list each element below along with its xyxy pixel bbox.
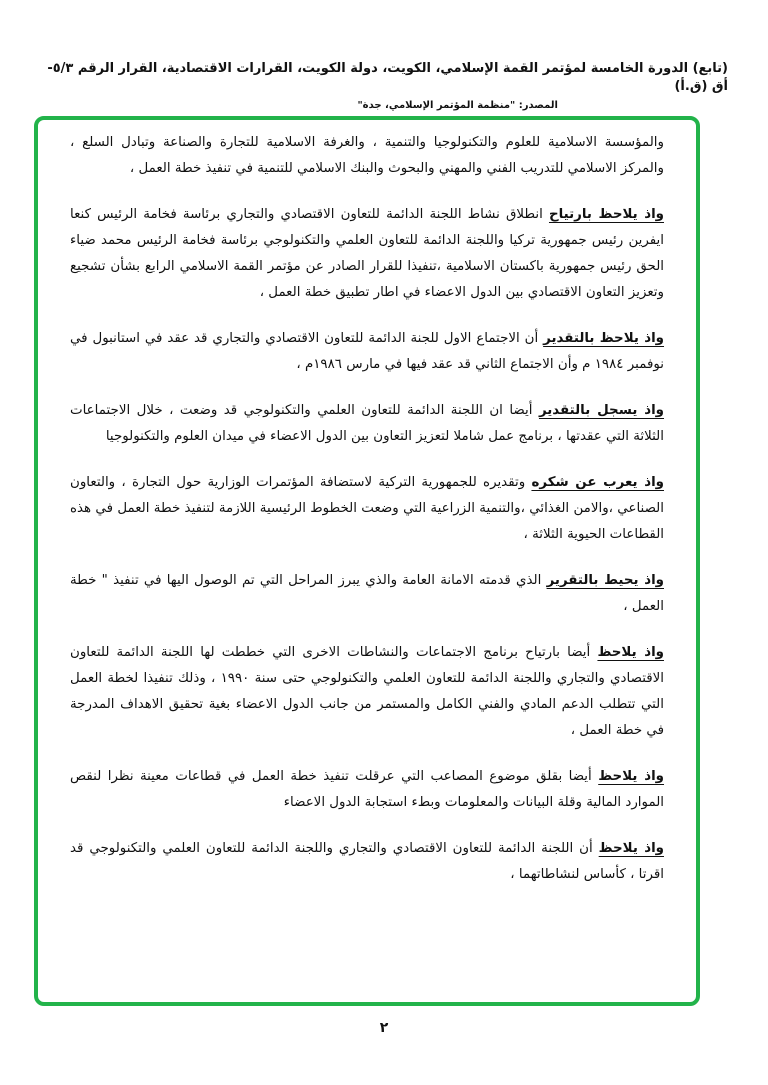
paragraph-lead: واذ يلاحظ بارتياح [548, 207, 664, 222]
paragraph [70, 326, 664, 378]
paragraph-lead: واذ يلاحظ [598, 769, 665, 784]
paragraph [70, 202, 664, 306]
paragraph-text: والمؤسسة الاسلامية للعلوم والتكنولوجيا والتنمية ، والغرفة الاسلامية للتجارة والصناعة وتبادل السلع ، والمركز الاسلامي للتدريب الفني والمهني والبحوث والبنك الاسلامي للتنمية في تنفيذ خطة العمل ، [70, 135, 664, 176]
paragraph-text: وتقديره للجمهورية التركية لاستضافة المؤتمرات الوزارية حول التجارة ، والتعاون الصناعي ،والامن الغذائي ،والتنمية الزراعية التي وضعت الخطوط الرئيسية اللازمة لتنفيذ خطة العمل في هذه القطاعات الحيوية الثلاثة ، [70, 475, 664, 542]
paragraph-lead: واذ يلاحظ بالتقدير [543, 331, 665, 346]
content-frame [34, 116, 700, 1006]
paragraph-lead: واذ يلاحظ [597, 645, 664, 660]
document-header [40, 60, 728, 114]
paragraph [70, 764, 664, 816]
paragraph-text: الذي قدمته الامانة العامة والذي يبرز المراحل التي تم الوصول اليها في تنفيذ " خطة العمل ، [70, 573, 664, 614]
page-number: ٢ [379, 1020, 389, 1036]
paragraph-text: أيضا ان اللجنة الدائمة للتعاون العلمي والتكنولوجي قد وضعت ، خلال الاجتماعات الثلاثة التي عقدتها ، برنامج عمل شاملا لتعزيز التعاون بين الدول الاعضاء في ميدان العلوم والتكنولوجيا [70, 403, 664, 444]
document-title: (تابع) الدورة الخامسة لمؤتمر القمة الإسلامي، الكويت، دولة الكويت، القرارات الاقتصادية، القرار الرقم ٥/٣-أق (ق.أ) [47, 61, 728, 94]
paragraph-text: أن الاجتماع الاول للجنة الدائمة للتعاون الاقتصادي والتجاري قد عقد في استانبول في نوفمبر ١٩٨٤ م وأن الاجتماع الثاني قد عقد فيها في مارس ١٩٨٦م ، [70, 331, 664, 372]
paragraph [70, 640, 664, 744]
paragraph-text: انطلاق نشاط اللجنة الدائمة للتعاون الاقتصادي والتجاري برئاسة فخامة الرئيس كنعا ايفرين رئيس جمهورية تركيا واللجنة الدائمة للتعاون العلمي والتكنولوجي برئاسة فخامة الرئيس محمد ضياء الحق رئيس جمهورية باكستان الاسلامية ،تنفيذا للقرار الصادر عن مؤتمر القمة الاسلامي الرابع بشأن تشجيع وتعزيز التعاون الاقتصادي بين الدول الاعضاء في اطار تطبيق خطة العمل ، [70, 207, 664, 300]
paragraph [70, 836, 664, 888]
paragraph-text: أيضا بارتياح برنامج الاجتماعات والنشاطات الاخرى التي خططت لها اللجنة الدائمة للتعاون الاقتصادي والتجاري واللجنة الدائمة للتعاون العلمي والتكنولوجي حتى سنة ١٩٩٠ ، وذلك تنفيذا لخطة العمل التي تتطلب الدعم المادي والفني الكامل والمستمر من جانب الدول الاعضاء بغية تحقيق الاهداف المدرجة في خطة العمل ، [70, 645, 664, 738]
document-source: المصدر: "منظمة المؤتمر الإسلامي، جدة" [357, 100, 558, 111]
paragraph-lead: واذ يحيط بالتقرير [546, 573, 664, 588]
paragraph [70, 470, 664, 548]
paragraph [70, 568, 664, 620]
paragraph-text: أيضا بقلق موضوع المصاعب التي عرقلت تنفيذ خطة العمل في قطاعات معينة نظرا لنقص الموارد المالية وقلة البيانات والمعلومات وبطء استجابة الدول الاعضاء [70, 769, 664, 810]
paragraph-lead: واذ يلاحظ [598, 841, 664, 856]
paragraph-lead: واذ يسجل بالتقدير [538, 403, 665, 418]
paragraph-lead: واذ يعرب عن شكره [531, 475, 664, 490]
paragraph [70, 130, 664, 182]
paragraph [70, 398, 664, 450]
paragraph-text: أن اللجنة الدائمة للتعاون الاقتصادي والتجاري واللجنة الدائمة للتعاون العلمي والتكنولوجي قد اقرتا ، كأساس لنشاطاتهما ، [70, 841, 664, 882]
